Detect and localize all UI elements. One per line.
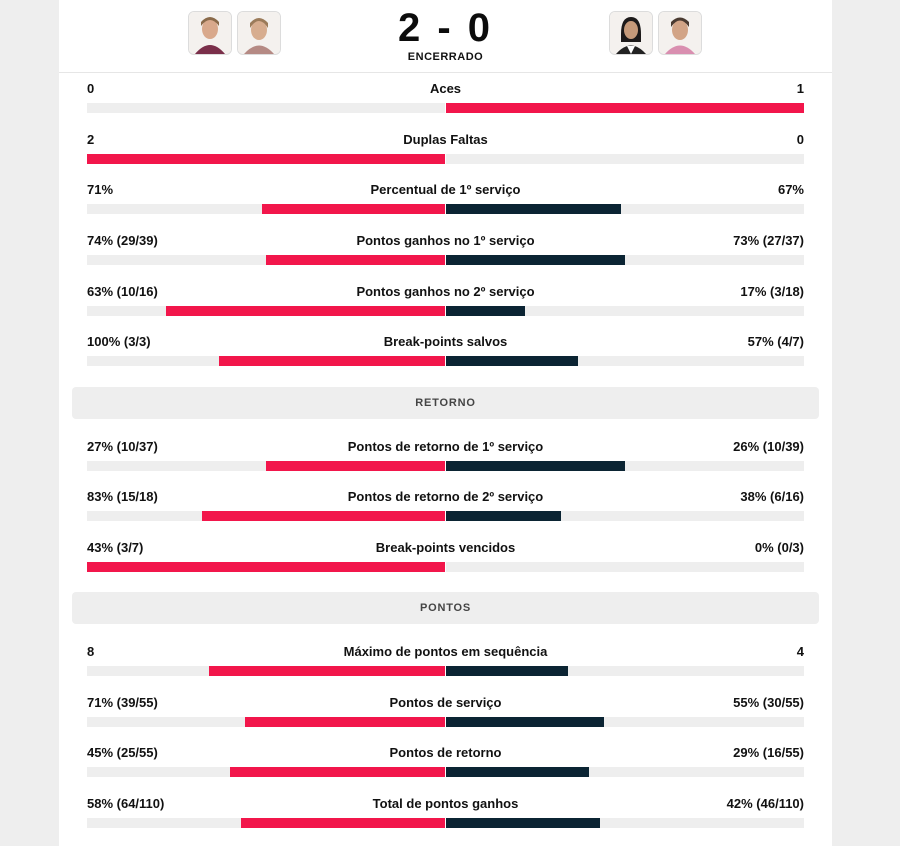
player-avatar-right-2[interactable] xyxy=(658,11,702,55)
stat-label: Pontos de retorno de 2º serviço xyxy=(347,489,544,504)
stat-bar-left-track xyxy=(87,818,445,828)
stat-label: Percentual de 1º serviço xyxy=(370,182,521,197)
stat-bar-left-fill xyxy=(266,461,445,471)
stat-bar-right-fill xyxy=(446,204,621,214)
stat-left-value: 43% (3/7) xyxy=(87,540,144,555)
stat-bar-right-track xyxy=(446,767,804,777)
stat-label: Break-points vencidos xyxy=(375,540,516,555)
stat-label: Pontos de retorno xyxy=(389,745,502,760)
stat-bar-right-track xyxy=(446,255,804,265)
stat-bar-right-fill xyxy=(446,511,561,521)
stat-bar-left-fill xyxy=(266,255,445,265)
stat-right-value: 67% xyxy=(777,182,804,197)
stat-label: Total de pontos ganhos xyxy=(372,796,519,811)
stat-bar-right-track xyxy=(446,154,804,164)
stat-right-value: 57% (4/7) xyxy=(747,334,804,349)
stat-bar-left-fill xyxy=(262,204,445,214)
stat-left-value: 8 xyxy=(87,644,95,659)
stat-bar-right-track xyxy=(446,818,804,828)
stat-right-value: 17% (3/18) xyxy=(740,284,804,299)
section-header-retorno: RETORNO xyxy=(72,387,819,419)
stat-left-value: 27% (10/37) xyxy=(87,439,158,454)
stat-label: Duplas Faltas xyxy=(403,132,488,147)
stat-left-value: 74% (29/39) xyxy=(87,233,158,248)
stat-row-return-first-serve xyxy=(87,439,804,479)
player-avatar-right-1[interactable] xyxy=(609,11,653,55)
stat-bar-right-track xyxy=(446,204,804,214)
stat-bar-left-track xyxy=(87,717,445,727)
stat-bar-left-track xyxy=(87,461,445,471)
stat-label: Pontos ganhos no 2º serviço xyxy=(356,284,535,299)
stat-bar-right-track xyxy=(446,461,804,471)
stat-label: Break-points salvos xyxy=(383,334,508,349)
stat-row-aces xyxy=(87,81,804,121)
stat-left-value: 0 xyxy=(87,81,95,96)
section-header-pontos: PONTOS xyxy=(72,592,819,624)
stat-bar-left-fill xyxy=(241,818,445,828)
stat-left-value: 45% (25/55) xyxy=(87,745,158,760)
stat-row-return-second-serve xyxy=(87,489,804,529)
match-header xyxy=(59,0,832,73)
stat-bar-left-track xyxy=(87,356,445,366)
stat-bar-left-track xyxy=(87,255,445,265)
stat-bar-right-fill xyxy=(446,666,568,676)
stat-label: Máximo de pontos em sequência xyxy=(343,644,548,659)
stat-bar-left-fill xyxy=(219,356,445,366)
stat-bar-left-fill xyxy=(87,154,445,164)
stat-bar-right-fill xyxy=(446,461,625,471)
stat-row-return-points xyxy=(87,745,804,785)
player-photo-icon xyxy=(610,12,652,54)
match-score: 2 - 0 xyxy=(397,6,494,50)
stat-row-max-points-in-row xyxy=(87,644,804,684)
stat-right-value: 26% (10/39) xyxy=(733,439,804,454)
stat-right-value: 55% (30/55) xyxy=(733,695,804,710)
stat-bar-right-fill xyxy=(446,306,525,316)
stat-bar-left-fill xyxy=(230,767,445,777)
stat-right-value: 4 xyxy=(796,644,804,659)
stat-label: Aces xyxy=(429,81,462,96)
stat-left-value: 100% (3/3) xyxy=(87,334,151,349)
stat-bar-right-track xyxy=(446,356,804,366)
stat-bar-right-fill xyxy=(446,818,600,828)
stat-left-value: 63% (10/16) xyxy=(87,284,158,299)
stat-bar-left-track xyxy=(87,511,445,521)
stat-bar-left-track xyxy=(87,103,445,113)
stat-right-value: 0 xyxy=(796,132,804,147)
stat-bar-left-track xyxy=(87,562,445,572)
stat-left-value: 83% (15/18) xyxy=(87,489,158,504)
stat-right-value: 0% (0/3) xyxy=(754,540,804,555)
stat-bar-right-fill xyxy=(446,767,589,777)
stat-bar-right-fill xyxy=(446,255,625,265)
stat-bar-left-fill xyxy=(209,666,445,676)
stat-right-value: 38% (6/16) xyxy=(740,489,804,504)
stat-label: Pontos de serviço xyxy=(389,695,502,710)
stat-bar-right-track xyxy=(446,103,804,113)
player-photo-icon xyxy=(659,12,701,54)
stat-bar-left-fill xyxy=(245,717,445,727)
stat-label: Pontos ganhos no 1º serviço xyxy=(356,233,535,248)
stat-left-value: 71% xyxy=(87,182,114,197)
stat-right-value: 42% (46/110) xyxy=(726,796,804,811)
stat-bar-right-fill xyxy=(446,103,804,113)
stat-bar-left-track xyxy=(87,154,445,164)
match-status: ENCERRADO xyxy=(407,51,484,63)
stat-label: Pontos de retorno de 1º serviço xyxy=(347,439,544,454)
stat-row-break-points-saved xyxy=(87,334,804,374)
stat-row-break-points-won xyxy=(87,540,804,580)
match-stats-panel xyxy=(59,0,832,846)
stat-bar-right-track xyxy=(446,717,804,727)
stat-bar-right-track xyxy=(446,666,804,676)
stat-bar-left-track xyxy=(87,204,445,214)
stat-row-total-points-won xyxy=(87,796,804,836)
stat-bar-right-track xyxy=(446,562,804,572)
stat-bar-left-track xyxy=(87,306,445,316)
stat-bar-right-fill xyxy=(446,356,578,366)
stat-bar-left-fill xyxy=(202,511,445,521)
stat-bar-left-track xyxy=(87,767,445,777)
stat-bar-right-track xyxy=(446,511,804,521)
stat-left-value: 71% (39/55) xyxy=(87,695,158,710)
stat-bar-left-track xyxy=(87,666,445,676)
stat-row-second-serve-won xyxy=(87,284,804,324)
stat-row-first-serve-won xyxy=(87,233,804,273)
stat-bar-left-fill xyxy=(87,562,445,572)
stat-bar-right-fill xyxy=(446,717,604,727)
stat-row-double-faults xyxy=(87,132,804,172)
stat-right-value: 73% (27/37) xyxy=(733,233,804,248)
stat-left-value: 58% (64/110) xyxy=(87,796,165,811)
stat-row-service-points xyxy=(87,695,804,735)
stat-bar-left-fill xyxy=(166,306,445,316)
stat-row-first-serve-pct xyxy=(87,182,804,222)
stat-right-value: 1 xyxy=(796,81,804,96)
stat-bar-right-track xyxy=(446,306,804,316)
stat-right-value: 29% (16/55) xyxy=(733,745,804,760)
stat-left-value: 2 xyxy=(87,132,95,147)
